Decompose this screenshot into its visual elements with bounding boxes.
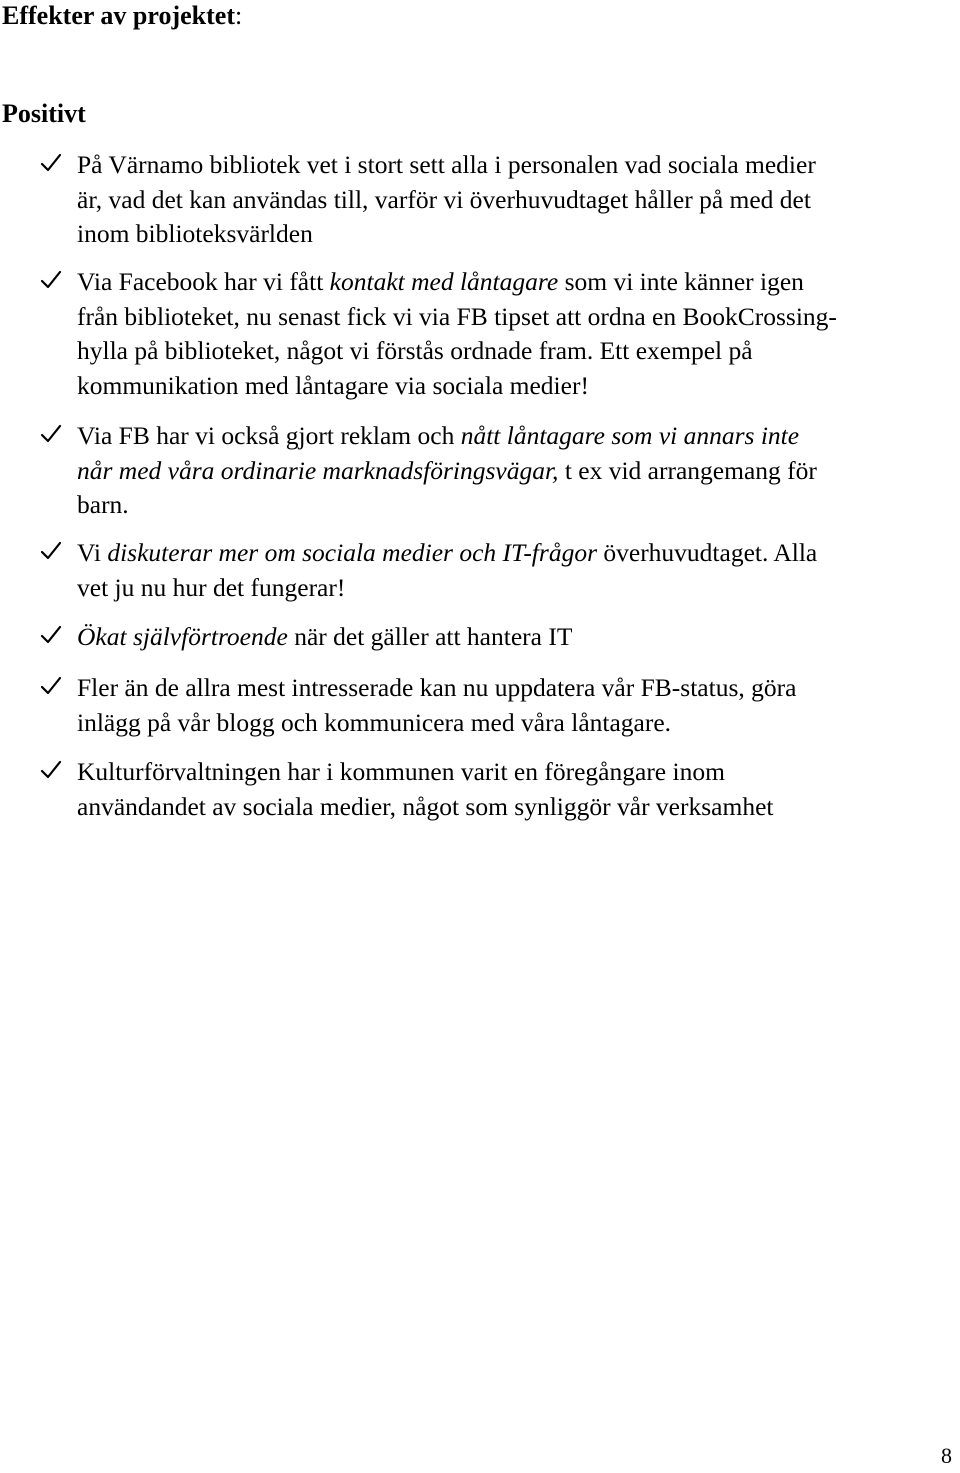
document-heading — [2, 0, 242, 32]
body-text: barn. — [77, 490, 129, 519]
heading-title: Effekter av projektet — [2, 1, 235, 30]
body-text: överhuvudtaget. Alla — [597, 538, 818, 567]
emphasis-text: når med våra ordinarie marknadsföringsvägar, — [77, 455, 559, 485]
body-text: Fler än de allra mest intresserade kan nu uppdatera vår FB-status, göra — [77, 673, 797, 702]
list-item-text — [77, 755, 945, 824]
emphasis-text: diskuterar mer om sociala medier och IT-frågor — [107, 538, 597, 567]
list-item-text — [77, 536, 945, 605]
body-text: Kulturförvaltningen har i kommunen varit en föregångare inom — [77, 757, 725, 786]
heading-colon: : — [234, 1, 243, 30]
checkmark-icon — [40, 540, 62, 562]
checkmark-icon — [40, 152, 62, 174]
body-text: hylla på biblioteket, något vi förstås ordnade fram. Ett exempel på — [77, 336, 753, 365]
body-text: inom biblioteksvärlden — [77, 219, 313, 248]
body-text: Via Facebook har vi fått — [77, 267, 330, 296]
emphasis-text: kontakt med låntagare — [329, 267, 559, 296]
body-text: Via FB har vi också gjort reklam och — [77, 421, 461, 450]
list-item-text — [77, 265, 945, 403]
section-title: Positivt — [2, 99, 86, 128]
body-text: kommunikation med låntagare via sociala medier! — [77, 370, 589, 400]
list-item-text — [77, 620, 945, 655]
emphasis-text: nått låntagare som vi annars inte — [460, 421, 800, 450]
checkmark-icon — [40, 423, 62, 445]
body-text: användandet av sociala medier, något som synliggör vår verksamhet — [77, 791, 774, 821]
page-number: 8 — [941, 1443, 952, 1468]
body-text: vet ju nu hur det fungerar! — [77, 572, 346, 602]
list-item-text — [77, 148, 945, 252]
body-text: t ex vid arrangemang för — [558, 455, 817, 485]
checkmark-icon — [40, 624, 62, 646]
emphasis-text: Ökat självförtroende — [77, 622, 288, 651]
checkmark-icon — [40, 675, 62, 697]
body-text: som vi inte känner igen — [558, 267, 804, 296]
list-item-text — [77, 671, 945, 740]
checkmark-icon — [40, 269, 62, 291]
body-text: inlägg på vår blogg och kommunicera med våra låntagare. — [77, 707, 672, 737]
list-item-text — [77, 419, 945, 523]
body-text: från biblioteket, nu senast fick vi via FB tipset att ordna en BookCrossing- — [77, 301, 837, 331]
body-text: Vi — [77, 538, 108, 567]
body-text: när det gäller att hantera IT — [287, 622, 573, 651]
body-text: är, vad det kan användas till, varför vi överhuvudtaget håller på med det — [77, 184, 811, 214]
body-text: På Värnamo bibliotek vet i stort sett alla i personalen vad sociala medier — [77, 150, 816, 179]
checkmark-icon — [40, 759, 62, 781]
